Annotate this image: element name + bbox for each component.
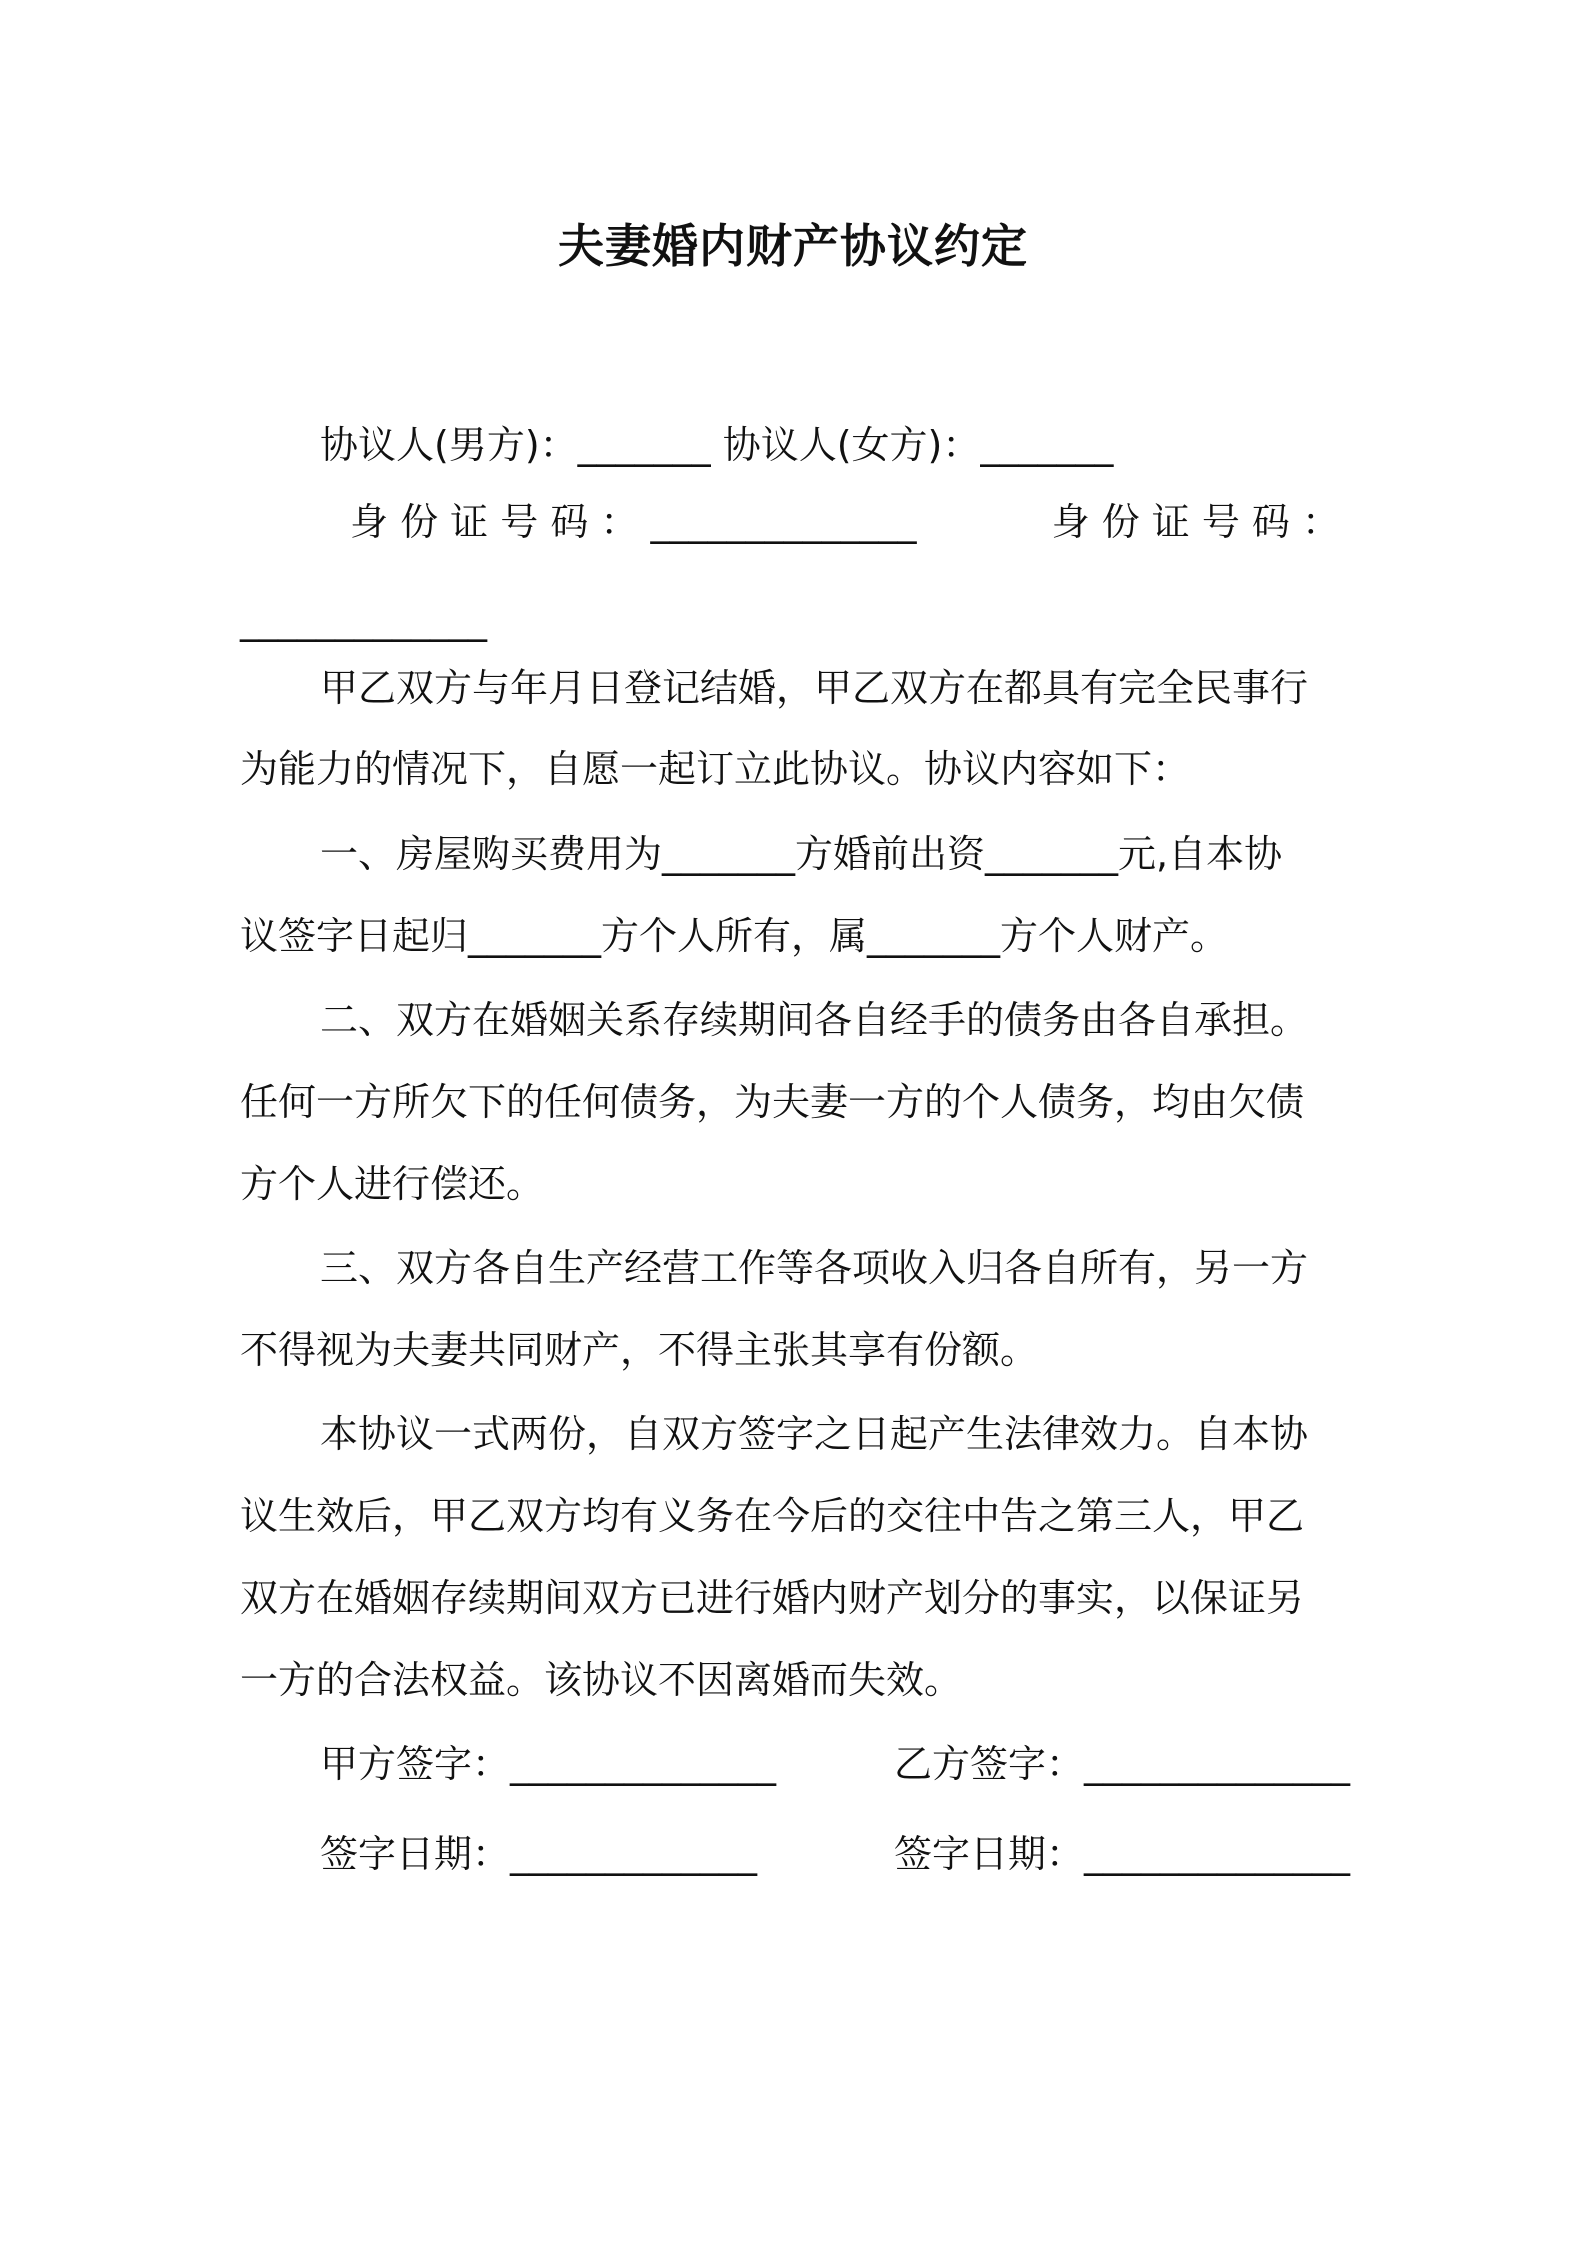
party-a-sign-date: 签字日期：_____________ xyxy=(320,1832,758,1876)
clause-2-line-1: 二、双方在婚姻关系存续期间各自经手的债务由各自承担。 xyxy=(320,998,1309,1042)
clause-3-line-2: 不得视为夫妻共同财产，不得主张其享有份额。 xyxy=(240,1328,1039,1372)
id-number-left: 身 份 证 号 码 ： ______________ xyxy=(350,500,917,544)
parties-line: 协议人(男方)：_______ 协议人(女方)：_______ xyxy=(320,423,1114,467)
clause-4-line-2: 议生效后，甲乙双方均有义务在今后的交往中告之第三人，甲乙 xyxy=(240,1494,1305,1538)
clause-1-line-2: 议签字日起归_______方个人所有，属_______方个人财产。 xyxy=(240,914,1229,958)
clause-4-line-3: 双方在婚姻存续期间双方已进行婚内财产划分的事实，以保证另 xyxy=(240,1576,1305,1620)
clause-4-line-4: 一方的合法权益。该协议不因离婚而失效。 xyxy=(240,1658,963,1702)
signature-date-row xyxy=(320,1829,1350,1879)
intro-line-1: 甲乙双方与年月日登记结婚，甲乙双方在都具有完全民事行 xyxy=(320,666,1309,710)
party-b-signature: 乙方签字：______________ xyxy=(893,1742,1350,1786)
clause-4-line-1: 本协议一式两份，自双方签字之日起产生法律效力。自本协 xyxy=(320,1412,1309,1456)
id-number-line xyxy=(350,497,1340,547)
id-number-right: 身 份 证 号 码 ： xyxy=(1051,500,1340,544)
party-a-signature: 甲方签字：______________ xyxy=(320,1742,777,1786)
document-title: 夫妻婚内财产协议约定 xyxy=(558,219,1028,273)
party-b-sign-date: 签字日期：______________ xyxy=(893,1832,1350,1876)
intro-line-2: 为能力的情况下，自愿一起订立此协议。协议内容如下： xyxy=(240,747,1191,791)
clause-3-line-1: 三、双方各自生产经营工作等各项收入归各自所有，另一方 xyxy=(320,1246,1309,1290)
clause-2-line-2: 任何一方所欠下的任何债务，为夫妻一方的个人债务，均由欠债 xyxy=(240,1080,1305,1124)
signature-row xyxy=(320,1739,1350,1789)
id-number-blank-continued: _____________ xyxy=(240,598,487,642)
clause-1-line-1: 一、房屋购买费用为_______方婚前出资_______元,自本协 xyxy=(320,832,1283,876)
clause-2-line-3: 方个人进行偿还。 xyxy=(240,1162,545,1206)
